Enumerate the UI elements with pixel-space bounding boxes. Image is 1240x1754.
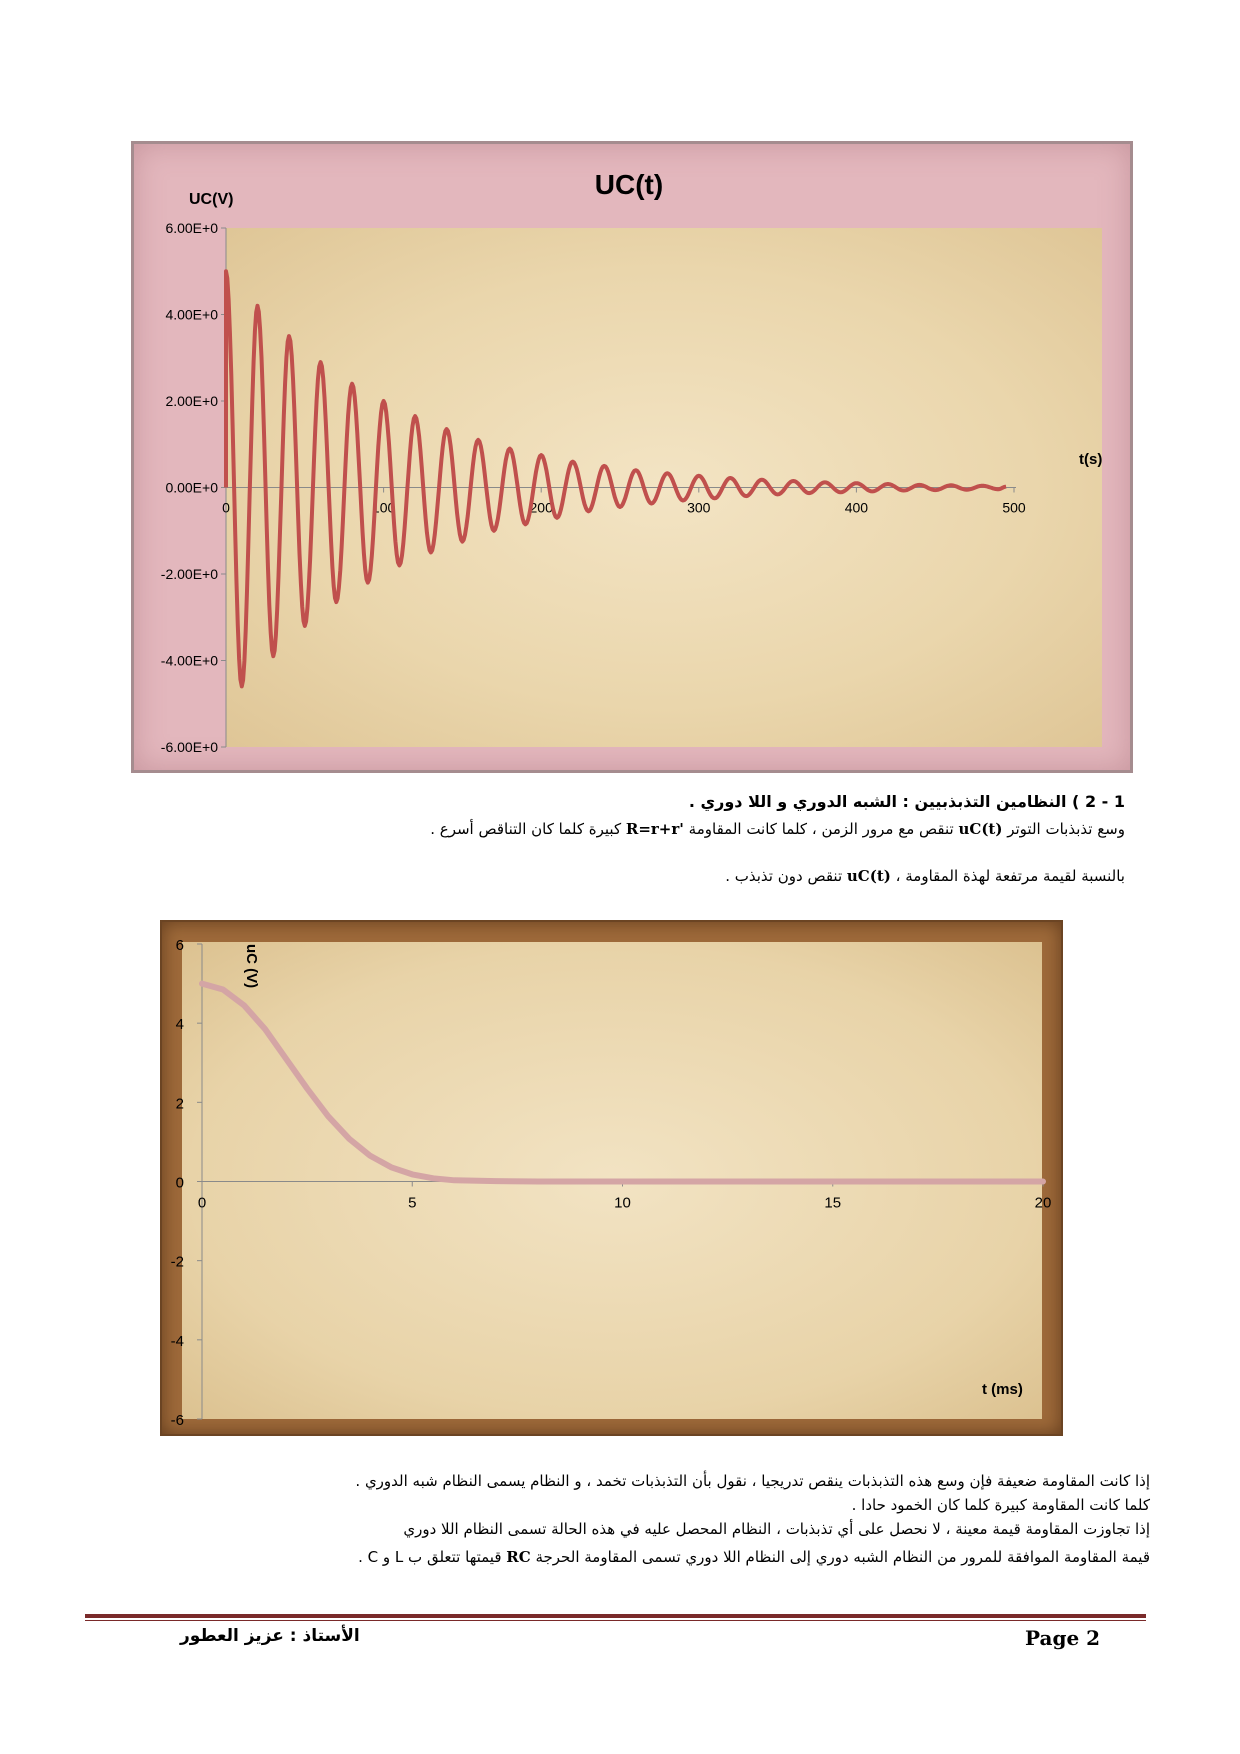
section-heading: 1 - 2 ) النظامين التذبذبيين : الشبه الدوري و اللا دوري . [688, 792, 1125, 811]
y-tick-label-1: -2.00E+0 [160, 566, 218, 582]
uc-symbol [958, 820, 1002, 838]
para4-text-a: قيمة المقاومة الموافقة للمرور من النظام الشبه دوري إلى النظام اللا دوري تسمى المقاومة الحرجة [535, 1548, 1150, 1566]
uc-symbol-text: uC(t) [958, 820, 1003, 838]
y-tick-label-2: 4 [175, 1016, 184, 1034]
paragraph-line-2 [150, 865, 1125, 888]
resistance-formula: R=r+r' [625, 820, 684, 838]
teacher-name: الأستاذ : عزيز العطور [180, 1626, 360, 1646]
chart-2-ylabel: uC (V) [243, 944, 260, 989]
y-tick-label-2: 0 [175, 1174, 184, 1192]
paragraph-critical-resistance [120, 1546, 1150, 1569]
line2-text-b: تنقص دون تذبذب . [725, 867, 843, 885]
x-tick-label-1: 0 [222, 499, 230, 516]
paragraph-damping: كلما كانت المقاومة كبيرة كلما كان الخمود حادا . [851, 1496, 1150, 1514]
chart-1-title: UC(t) [594, 169, 664, 200]
footer-rule-thick [85, 1614, 1146, 1618]
y-tick-label-1: 0.00E+0 [165, 479, 218, 496]
paragraph-pseudo-periodic: إذا كانت المقاومة ضعيفة فإن وسع هذه التذبذبات ينقص تدريجيا ، نقول بأن التذبذبات تخمد ، و النظام يسمى النظام شبه الدوري . [355, 1472, 1150, 1490]
line2-text-a: بالنسبة لقيمة مرتفعة لهذة المقاومة ، [895, 867, 1125, 885]
y-tick-label-1: -4.00E+0 [160, 652, 218, 669]
x-tick-label-1: 500 [1002, 499, 1026, 516]
line1-text-b: تنقص مع مرور الزمن ، كلما كانت المقاومة [688, 820, 954, 838]
uc-symbol-2: uC(t) [846, 867, 891, 885]
para4-text-b: قيمتها تتعلق ب L و C . [358, 1548, 502, 1566]
y-tick-label-2: -6 [170, 1412, 184, 1429]
y-tick-label-1: 2.00E+0 [165, 393, 218, 409]
line1-text-c: كبيرة كلما كان التناقص أسرع . [430, 820, 622, 838]
x-tick-label-2: 0 [197, 1194, 207, 1212]
x-tick-label-2: 5 [408, 1194, 417, 1212]
x-tick-label-1: 100 [371, 499, 396, 516]
x-tick-label-1: 400 [844, 499, 869, 516]
chart-uc-aperiodic [160, 920, 1063, 1436]
y-tick-label-2: -4 [170, 1332, 184, 1350]
paragraph-line-1 [150, 818, 1125, 841]
y-tick-label-2: 2 [175, 1095, 184, 1113]
x-tick-label-1: 300 [687, 499, 711, 516]
x-tick-label-2: 10 [614, 1194, 631, 1212]
chart-1-svg [134, 144, 1130, 770]
line1-text-a: وسع تذبذبات التوتر [1007, 820, 1125, 838]
footer-rule-thin [85, 1620, 1146, 1621]
page-number: Page 2 [1025, 1626, 1101, 1650]
y-tick-label-1: 4.00E+0 [165, 306, 218, 323]
chart-1-ylabel: UC(V) [189, 191, 234, 208]
y-tick-label-2: 6 [175, 937, 184, 954]
chart-uc-pseudo-periodic [131, 141, 1133, 773]
x-tick-label-2: 15 [824, 1194, 842, 1212]
x-tick-label-2: 20 [1034, 1194, 1052, 1212]
y-tick-label-2: -2 [170, 1253, 184, 1271]
y-tick-label-1: 6.00E+0 [165, 220, 218, 236]
chart-1-xlabel: t(s) [1079, 451, 1103, 468]
chart-2-svg [162, 922, 1061, 1434]
paragraph-aperiodic: إذا تجاوزت المقاومة قيمة معينة ، لا نحصل على أي تذبذبات ، النظام المحصل عليه في هذه الحالة تسمى النظام اللا دوري [403, 1520, 1150, 1538]
critical-resistance-symbol: RC [506, 1548, 531, 1566]
y-tick-label-1: -6.00E+0 [160, 739, 218, 755]
chart-2-xlabel: t (ms) [982, 1381, 1023, 1398]
x-tick-label-1: 200 [529, 499, 553, 516]
